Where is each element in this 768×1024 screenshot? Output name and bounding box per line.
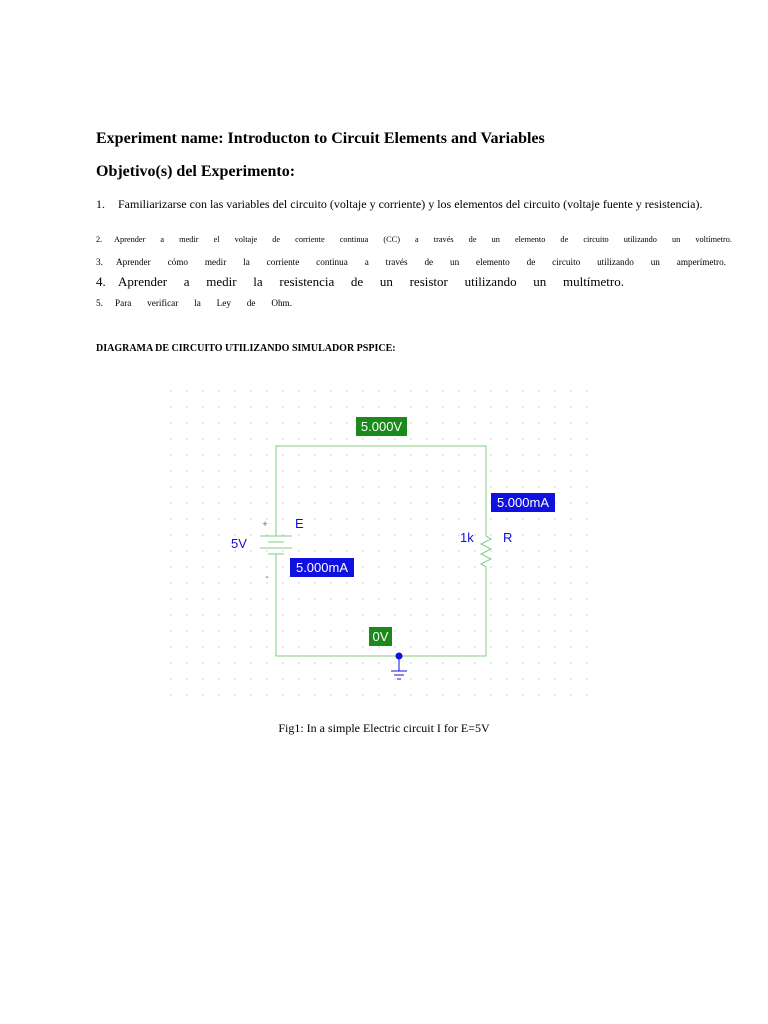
resistor-current-label: 5.000mA [496, 495, 550, 510]
section-heading: DIAGRAMA DE CIRCUITO UTILIZANDO SIMULADOR PSPICE: [96, 343, 396, 354]
objective-text: Aprender cómo medir la corriente continua a través de un elemento de circuito utilizando un amperímetro. [116, 257, 726, 267]
objectives-heading: Objetivo(s) del Experimento: [96, 163, 296, 180]
objective-text: Familiarizarse con las variables del circuito (voltaje y corriente) y los elementos del circuito (voltaje fuente y resistencia). [118, 197, 703, 211]
objective-item [96, 297, 292, 309]
objective-item [96, 256, 726, 268]
objective-number: 3. [96, 257, 103, 267]
ground-voltage-label: 0V [372, 629, 389, 644]
objective-text: Para verificar la Ley de Ohm. [115, 298, 292, 308]
resistor-name-label: R [503, 530, 513, 545]
top-voltage-label: 5.000V [360, 419, 403, 434]
objective-text: Aprender a medir el voltaje de corriente continua (CC) a través de un elemento de circuito utilizando un voltímetro. [114, 235, 732, 244]
circuit-svg [170, 390, 595, 710]
objective-number: 2. [96, 235, 103, 244]
objective-number: 4. [96, 274, 106, 289]
source-minus-label: - [265, 572, 269, 583]
objective-number: 1. [96, 197, 105, 211]
objective-number: 5. [96, 298, 103, 308]
objective-item [96, 234, 732, 245]
source-value-label: 5V [231, 536, 247, 551]
source-name-label: E [295, 516, 304, 531]
objective-text: Aprender a medir la resistencia de un resistor utilizando un multímetro. [118, 274, 624, 289]
resistor-value-label: 1k [460, 530, 474, 545]
figure-caption: Fig1: In a simple Electric circuit I for E=5V [278, 721, 490, 735]
objective-item [96, 195, 766, 213]
experiment-title: Experiment name: Introducton to Circuit Elements and Variables [96, 130, 545, 147]
source-plus-label: + [262, 519, 268, 529]
circuit-diagram [170, 390, 595, 710]
source-current-label: 5.000mA [295, 560, 349, 575]
objective-item [96, 274, 624, 290]
